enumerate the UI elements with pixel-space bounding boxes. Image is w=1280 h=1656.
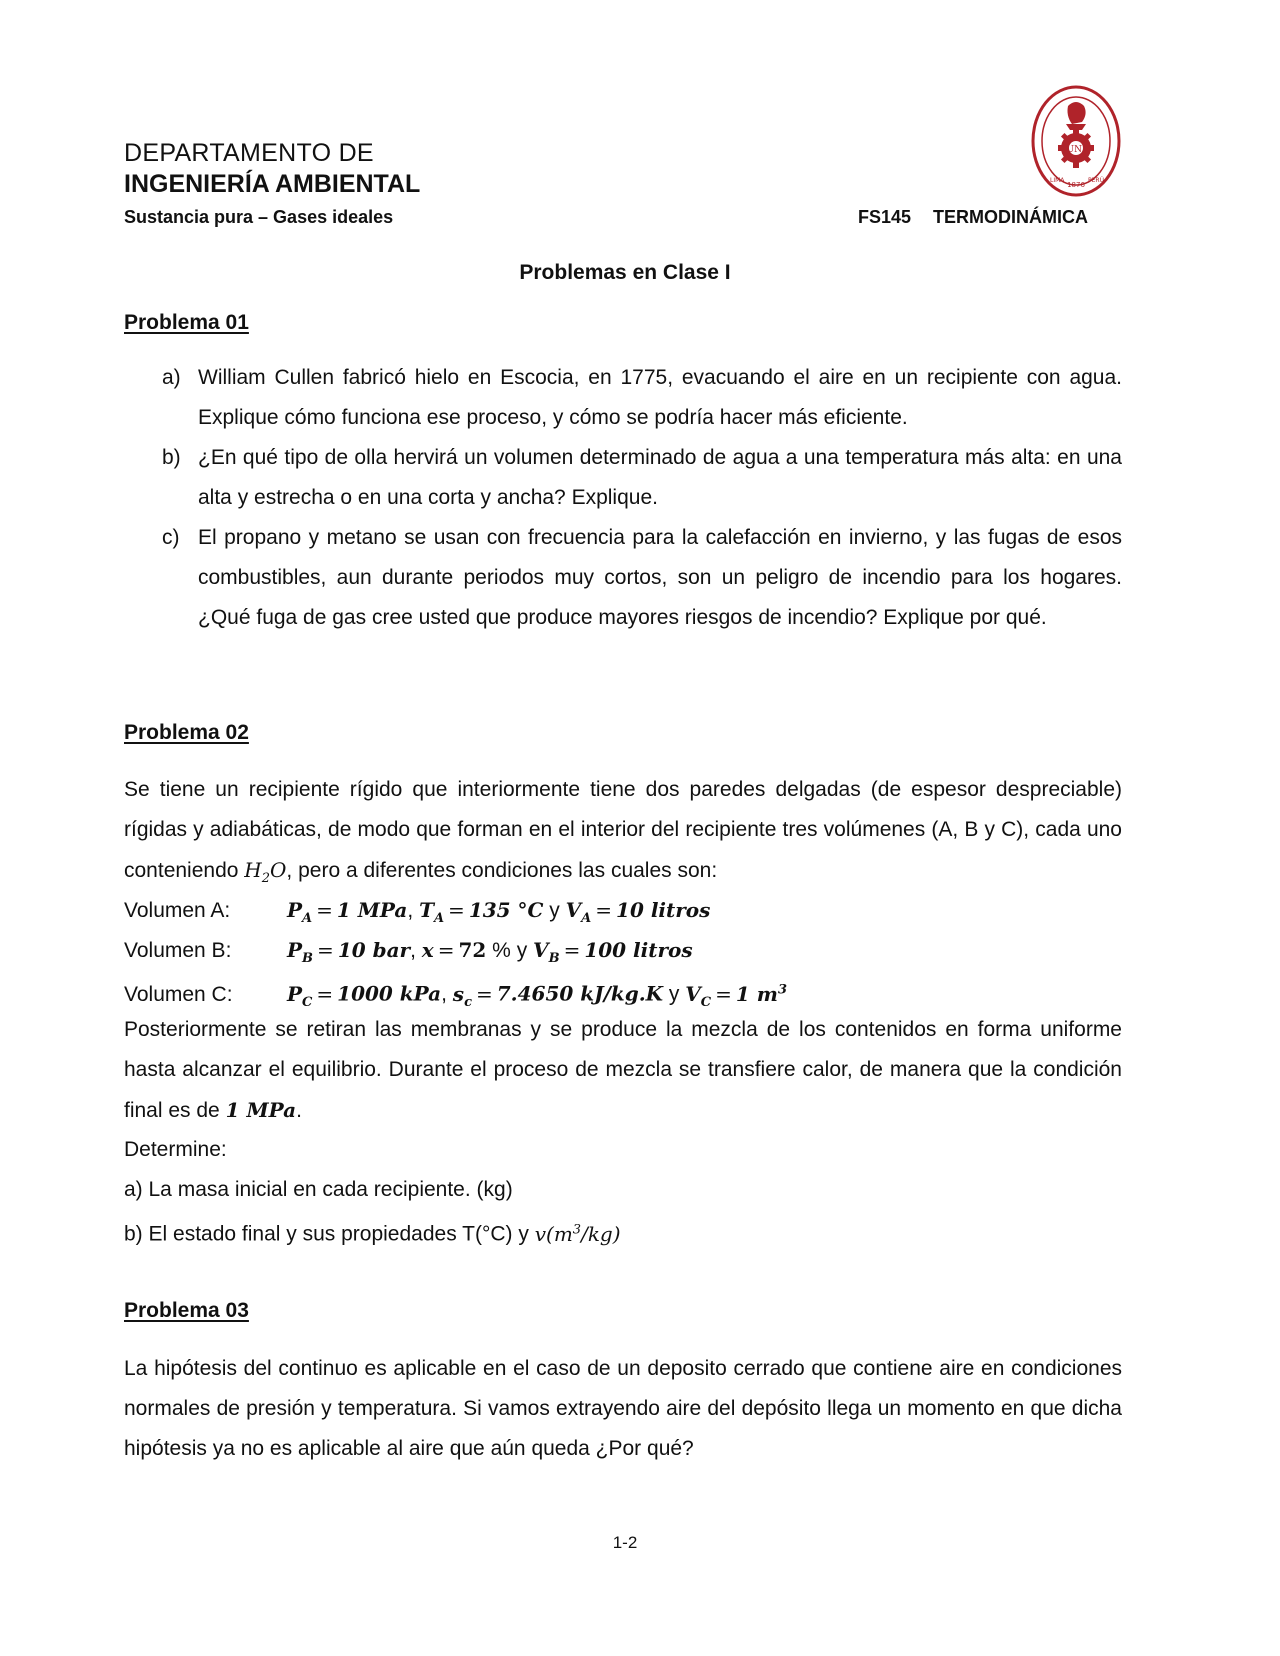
volume-label: Volumen A: — [124, 899, 231, 922]
volume-c-line: Volumen C: $P_C = 1000$ kPa, $s_c = 7.4650$ kJ/kg.K y $V_C = 1$ $m^3$ — [124, 970, 787, 1023]
list-item-text: El propano y metano se usan con frecuencia para la calefacción en invierno, y las fugas de esos combustibles, aun durante periodos muy cortos, son un peligro de incendio para los hogares. ¿Qué fuga de gas cree usted que produce mayores riesgos de incendio? Explique por qué. — [198, 526, 1122, 629]
volume-a-line: Volumen A: $P_A = 1$ MPa, $T_A = 135$ °C y $V_A = 10$ litros — [124, 890, 710, 939]
course-code: FS145 — [858, 207, 912, 227]
volume-label: Volumen C: — [124, 982, 233, 1006]
list-item — [124, 358, 1122, 438]
university-seal-logo — [1030, 84, 1122, 198]
question-a: a) La masa inicial en cada recipiente. (kg) — [124, 1178, 513, 1201]
volume-b-line: Volumen B: $P_B = 10$ bar, x = 72 % y $V_B = 100$ litros — [124, 930, 693, 979]
intro-text: Se tiene un recipiente rígido que interiormente tiene dos paredes delgadas (de espesor despreciable) rígidas y adiabáticas, de modo que forman en el interior del recipiente tres volúmenes (A, B y C), cada uno conteniendo — [124, 778, 1122, 882]
course-label — [858, 207, 1088, 228]
svg-text:UNI: UNI — [1066, 145, 1086, 155]
page-number: 1-2 — [612, 1533, 638, 1552]
problem-2-intro — [124, 770, 1122, 899]
document-subtitle: Sustancia pura – Gases ideales — [124, 207, 394, 227]
list-item — [124, 518, 1122, 638]
problem-2-mixing-text: Posteriormente se retiran las membranas y se produce la mezcla de los contenidos en forma uniforme hasta alcanzar el equilibrio. Durante el proceso de mezcla se transfiere calor, de manera que la condición final es de 1 MPa. — [124, 1018, 1122, 1122]
svg-text:1876: 1876 — [1067, 181, 1085, 189]
list-marker: a) — [162, 366, 181, 389]
determine-label: Determine: — [124, 1138, 227, 1161]
question-b: b) El estado final y sus propiedades T(°C) y $v(m^3/kg)$ — [124, 1221, 621, 1246]
problem-1-heading: Problema 01 — [124, 311, 249, 334]
department-line-1: DEPARTAMENTO DE — [124, 139, 374, 167]
svg-text:LIMA: LIMA — [1050, 177, 1065, 184]
page-title: Problemas en Clase I — [519, 261, 731, 284]
intro-text-end: , pero a diferentes condiciones las cuales son: — [286, 859, 718, 882]
list-marker: c) — [162, 526, 180, 549]
problem-2-heading: Problema 02 — [124, 721, 249, 744]
list-item-text: William Cullen fabricó hielo en Escocia, en 1775, evacuando el aire en un recipiente con agua. Explique cómo funciona ese proceso, y cómo se podría hacer más eficiente. — [198, 366, 1122, 429]
problem-1-question-list — [124, 358, 1122, 638]
problem-3-heading: Problema 03 — [124, 1299, 249, 1322]
list-item-text: ¿En qué tipo de olla hervirá un volumen determinado de agua a una temperatura más alta: en una alta y estrecha o en una corta y ancha? Explique. — [198, 446, 1122, 509]
list-marker: b) — [162, 446, 181, 469]
list-item — [124, 438, 1122, 518]
volume-label: Volumen B: — [124, 939, 232, 962]
course-name: TERMODINÁMICA — [933, 207, 1089, 227]
svg-text:PERÚ: PERÚ — [1088, 177, 1104, 184]
problem-3-text: La hipótesis del continuo es aplicable en el caso de un deposito cerrado que contiene aire en condiciones normales de presión y temperatura. Si vamos extrayendo aire del depósito llega un momento en que dicha hipótesis ya no es aplicable al aire que aún queda ¿Por qué? — [124, 1357, 1122, 1460]
water-formula: $H_2O$ — [244, 858, 287, 886]
department-line-2: INGENIERÍA AMBIENTAL — [124, 170, 421, 198]
